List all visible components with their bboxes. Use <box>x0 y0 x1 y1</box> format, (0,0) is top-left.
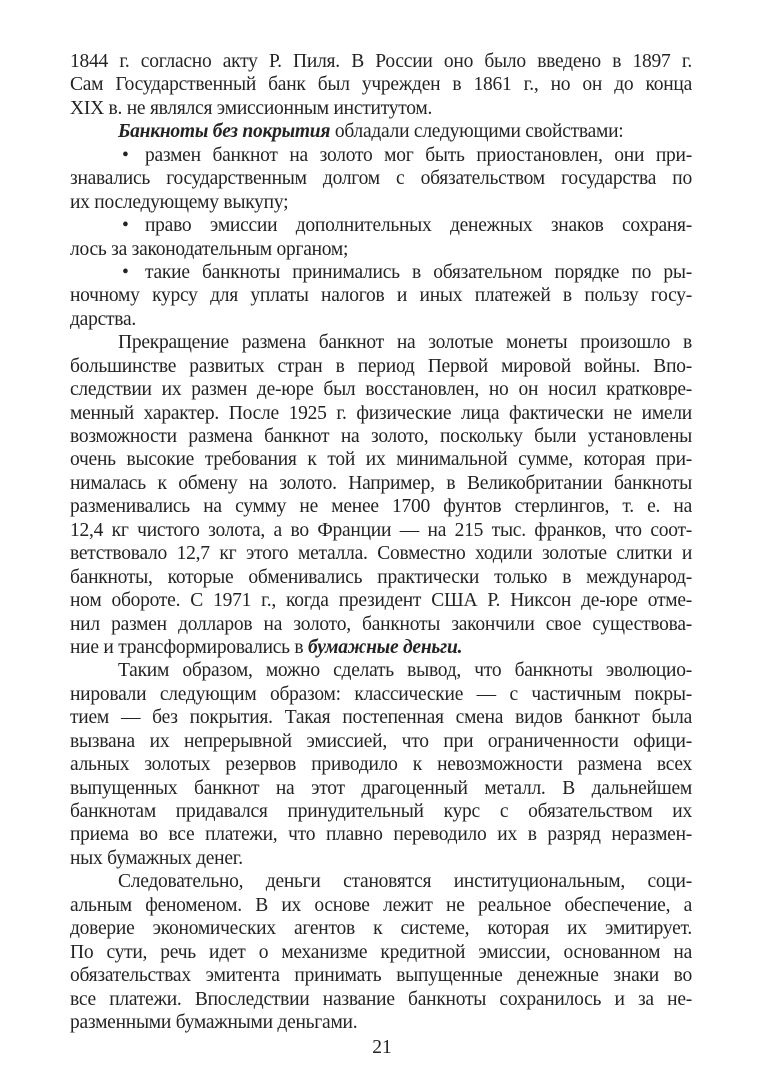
text-line <box>70 777 692 800</box>
text-segment: доверие экономических агентов к системе, которая их эмитирует. <box>70 918 692 940</box>
text-segment: разменными бумажными деньгами. <box>70 1011 358 1033</box>
text-line <box>70 167 692 190</box>
text-line <box>70 378 692 401</box>
paragraph <box>70 870 692 1034</box>
text-segment: альных золотых резервов приводило к невозможности размена всех <box>70 754 692 776</box>
text-segment: По сути, речь идет о механизме кредитной эмиссии, основанном на <box>70 941 692 963</box>
text-segment: очень высокие требования к той их минимальной сумме, которая при- <box>70 449 692 471</box>
text-line <box>70 659 692 682</box>
text-segment: Следовательно, деньги становятся институциональным, соци- <box>118 871 692 893</box>
text-line <box>70 566 692 589</box>
text-line <box>70 331 692 354</box>
text-line <box>70 472 692 495</box>
text-segment: обладали следующими свойствами: <box>330 121 624 143</box>
text-line <box>70 308 692 331</box>
text-segment: право эмиссии дополнительных денежных знаков сохраня- <box>145 215 692 237</box>
bullet-list-item <box>70 261 692 331</box>
text-line <box>70 73 692 96</box>
text-segment: нималась к обмену на золото. Например, в Великобритании банкноты <box>70 472 692 494</box>
page-number: 21 <box>372 1037 392 1058</box>
text-line <box>70 753 692 776</box>
text-line <box>70 917 692 940</box>
text-segment: банкнотам придавался принудительный курс с обязательством их <box>70 801 692 822</box>
text-line <box>70 284 692 307</box>
text-segment: 1844 г. согласно акту Р. Пиля. В России оно было введено в 1897 г. <box>70 51 692 72</box>
text-segment: ночному курсу для уплаты налогов и иных платежей в пользу госу- <box>70 285 692 307</box>
text-line <box>70 706 692 729</box>
bullet-icon: • <box>122 144 129 166</box>
text-line <box>70 847 692 870</box>
text-line <box>70 97 692 120</box>
text-line <box>70 988 692 1011</box>
text-line <box>70 495 692 518</box>
text-segment: XIX в. не являлся эмиссионным институтом. <box>70 97 433 119</box>
text-segment: нил размен долларов на золото, банкноты закончили свое существова- <box>70 613 692 635</box>
bullet-list-item <box>70 144 692 214</box>
text-line <box>70 191 692 214</box>
text-segment: их последующему выкупу; <box>70 191 289 213</box>
text-segment: банкноты, которые обменивались практически только в международ- <box>70 566 692 588</box>
text-segment: обязательствах эмитента принимать выпущенные денежные знаки во <box>70 965 692 987</box>
paragraph <box>70 331 692 659</box>
text-segment: ном обороте. С 1971 г., когда президент США Р. Никсон де-юре отме- <box>70 590 692 612</box>
text-segment: 12,4 кг чистого золота, а во Франции — на 215 тыс. франков, что соот- <box>70 519 692 541</box>
text-line <box>70 800 692 823</box>
bullet-icon: • <box>122 215 129 237</box>
text-segment: нировали следующим образом: классические — с частичным покры- <box>70 683 692 705</box>
text-segment: приема во все платежи, что плавно переводило их в разряд неразмен- <box>70 824 692 846</box>
text-line <box>70 870 692 893</box>
text-line <box>70 941 692 964</box>
text-segment: следствии их размен де-юре был восстановлен, но он носил кратковре- <box>70 379 692 401</box>
text-line <box>70 1011 692 1034</box>
text-segment: большинстве развитых стран в период Первой мировой войны. Впо- <box>70 355 692 377</box>
text-line <box>70 683 692 706</box>
text-segment: альным феноменом. В их основе лежит не реальное обеспечение, а <box>70 894 692 916</box>
text-segment: выпущенных банкнот на этот драгоценный металл. В дальнейшем <box>70 777 692 799</box>
text-line <box>70 636 692 659</box>
bullet-list-item <box>70 214 692 261</box>
text-line <box>70 519 692 542</box>
text-segment: размен банкнот на золото мог быть приостановлен, они при- <box>145 144 692 166</box>
paragraph <box>70 120 692 143</box>
text-line <box>70 613 692 636</box>
text-segment: ных бумажных денег. <box>70 847 243 869</box>
text-line <box>70 144 692 167</box>
text-line <box>70 730 692 753</box>
paragraph <box>70 659 692 870</box>
text-line <box>70 823 692 846</box>
text-segment: вызвана их непрерывной эмиссией, что при ограниченности офици- <box>70 730 692 752</box>
text-segment: Таким образом, можно сделать вывод, что банкноты эволюцио- <box>118 660 692 682</box>
text-segment: ние и трансформировались в <box>70 636 309 658</box>
text-line <box>70 50 692 73</box>
bullet-icon: • <box>122 261 129 283</box>
text-line <box>70 589 692 612</box>
text-line <box>70 238 692 261</box>
text-line <box>70 894 692 917</box>
text-segment: знавались государственным долгом с обязательством государства по <box>70 168 692 190</box>
text-segment: ветствовало 12,7 кг этого металла. Совместно ходили золотые слитки и <box>70 543 692 565</box>
text-segment: менный характер. После 1925 г. физические лица фактически не имели <box>70 402 692 424</box>
text-segment: возможности размена банкнот на золото, поскольку были установлены <box>70 426 692 447</box>
page-body <box>70 50 692 1034</box>
text-segment: Сам Государственный банк был учрежден в 1861 г., но он до конца <box>70 74 692 96</box>
text-segment: дарства. <box>70 308 136 330</box>
text-line <box>70 402 692 425</box>
text-line <box>70 964 692 987</box>
text-line <box>70 542 692 565</box>
emphasized-term: Банкноты без покрытия <box>118 121 331 143</box>
text-segment: лось за законодательным органом; <box>70 238 349 260</box>
text-line <box>70 448 692 471</box>
text-line <box>70 261 692 284</box>
text-segment: Прекращение размена банкнот на золотые монеты произошло в <box>118 332 692 354</box>
text-segment: разменивались на сумму не менее 1700 фунтов стерлингов, т. е. на <box>70 496 692 518</box>
paragraph <box>70 50 692 120</box>
text-line <box>70 214 692 237</box>
text-line <box>70 425 692 448</box>
text-segment: все платежи. Впоследствии название банкноты сохранилось и за не- <box>70 988 692 1010</box>
text-line <box>70 120 692 143</box>
text-segment: такие банкноты принимались в обязательном порядке по ры- <box>145 261 692 283</box>
emphasized-term: бумажные деньги. <box>308 636 463 658</box>
text-line <box>70 355 692 378</box>
text-segment: тием — без покрытия. Такая постепенная смена видов банкнот была <box>70 707 692 729</box>
